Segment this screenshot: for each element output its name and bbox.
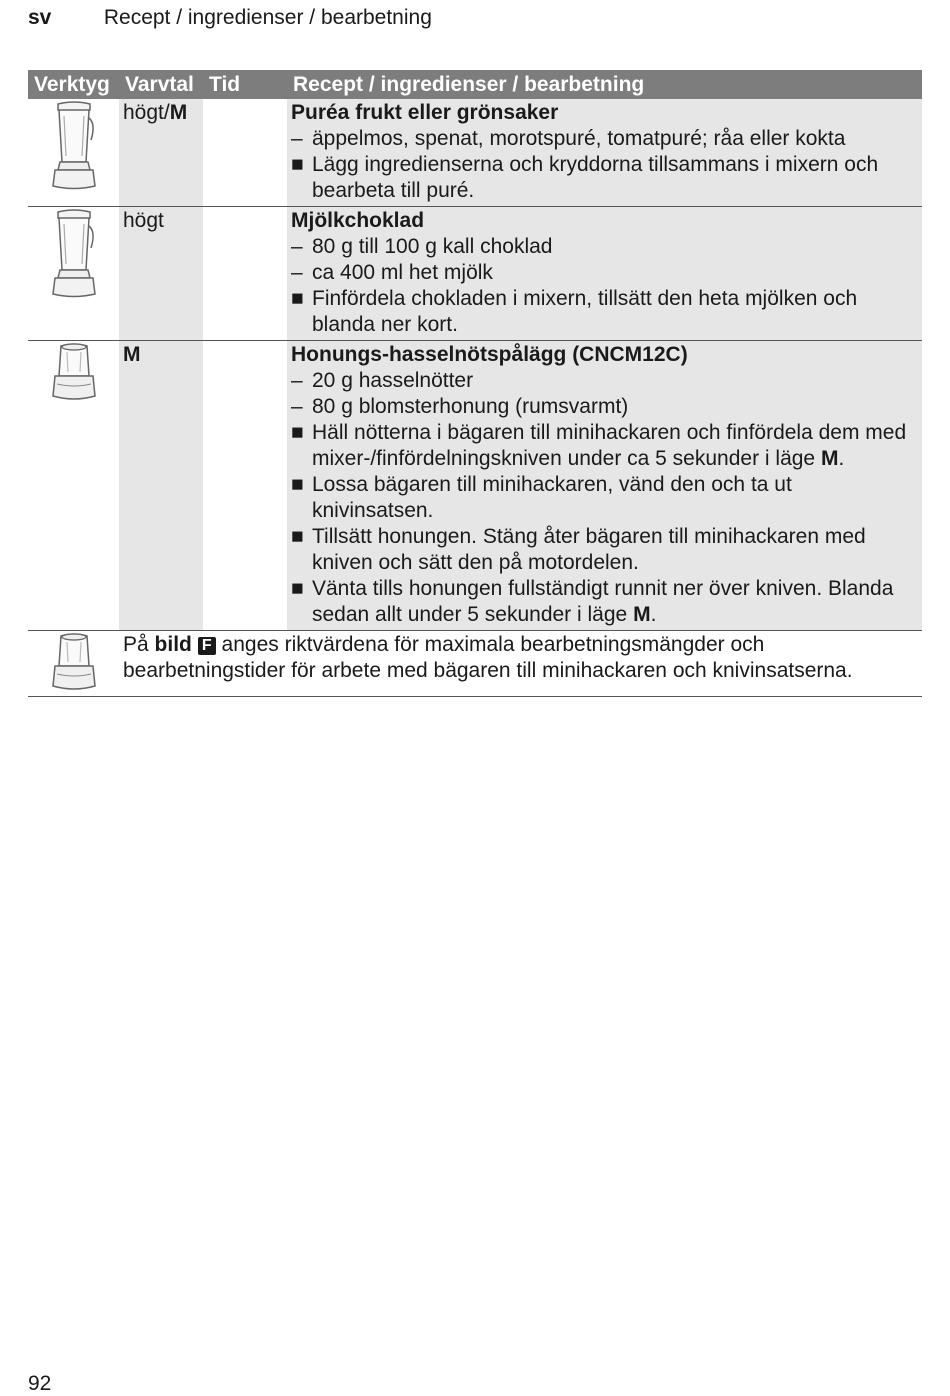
time-cell [203, 99, 287, 207]
figure-letter-badge: F [198, 637, 216, 655]
recipe-title: Puréa frukt eller grönsaker [291, 101, 559, 124]
ingredient-item [291, 126, 918, 152]
list-marker: – [291, 127, 303, 150]
instruction-step [291, 576, 918, 628]
tool-cell [28, 99, 119, 207]
list-marker: ■ [291, 577, 304, 600]
language-code: sv [28, 6, 52, 29]
speed-cell [119, 99, 203, 207]
list-text: ca 400 ml het mjölk [312, 261, 493, 284]
tool-cell [28, 341, 119, 631]
recipe-title: Honungs-hasselnötspålägg (CNCM12C) [291, 343, 688, 366]
recipe-cell [287, 99, 922, 207]
instruction-step [291, 152, 918, 204]
ingredient-item [291, 260, 918, 286]
instruction-step [291, 472, 918, 524]
recipe-cell [287, 207, 922, 341]
mode-label: M [633, 603, 651, 626]
list-marker: ■ [291, 421, 304, 444]
mode-label: M [820, 447, 839, 470]
mini-chopper-icon [32, 342, 115, 404]
recipe-table [28, 70, 922, 697]
ingredient-item [291, 394, 918, 420]
ingredient-item [291, 234, 918, 260]
speed-cell [119, 341, 203, 631]
speed-cell [119, 207, 203, 341]
list-text: Vänta tills honungen fullständigt runnit ner över kniven. Blanda sedan allt under 5 sekunder i läge M. [312, 577, 894, 626]
list-marker: – [291, 261, 303, 284]
list-text: Tillsätt honungen. Stäng åter bägaren till minihackaren med kniven och sätt den på motordelen. [312, 525, 866, 574]
blender-jug-icon [32, 100, 115, 192]
recipe-cell [287, 341, 922, 631]
tool-cell [28, 207, 119, 341]
speed-text: högt [123, 209, 164, 232]
note-row [28, 631, 922, 697]
section-title: Recept / ingredienser / bearbetning [103, 6, 432, 29]
list-marker: ■ [291, 287, 304, 310]
speed-mode: M [169, 101, 188, 124]
list-text: äppelmos, spenat, morotspuré, tomatpuré; råa eller kokta [312, 127, 846, 150]
speed-text: högt/ [123, 101, 170, 124]
list-text: Finfördela chokladen i mixern, tillsätt den heta mjölken och blanda ner kort. [312, 287, 858, 336]
ingredient-item [291, 368, 918, 394]
list-marker: – [291, 235, 303, 258]
time-cell [203, 341, 287, 631]
list-marker: ■ [291, 525, 304, 548]
recipe-row [28, 207, 922, 341]
table-header-row [28, 70, 922, 99]
page-number: 92 [28, 1372, 52, 1395]
speed-mode: M [123, 343, 141, 366]
recipe-row [28, 99, 922, 207]
column-header-speed: Varvtal [119, 70, 203, 99]
list-text: 80 g till 100 g kall choklad [312, 235, 553, 258]
note-tool-cell [28, 631, 119, 697]
list-text: 20 g hasselnötter [312, 369, 474, 392]
column-header-time: Tid [203, 70, 287, 99]
instruction-step [291, 286, 918, 338]
recipe-row [28, 341, 922, 631]
blender-jug-icon [32, 208, 115, 300]
list-text: 80 g blomsterhonung (rumsvarmt) [312, 395, 629, 418]
note-text: På bild F anges riktvärdena för maximala bearbetningsmängder och bearbetningstider för arbete med bägaren till minihackaren och knivinsatserna. [119, 631, 922, 697]
recipe-title: Mjölkchoklad [291, 209, 425, 232]
instruction-step [291, 524, 918, 576]
list-text: Lägg ingredienserna och kryddorna tillsammans i mixern och bearbeta till puré. [312, 153, 879, 202]
bild-word: bild [154, 633, 192, 656]
list-text: Häll nötterna i bägaren till minihackaren och finfördela dem med mixer-/finfördelningskniven under ca 5 sekunder i läge M. [312, 421, 907, 470]
instruction-step [291, 420, 918, 472]
list-text: Lossa bägaren till minihackaren, vänd den och ta ut knivinsatsen. [312, 473, 792, 522]
mini-chopper-icon [32, 632, 115, 694]
list-marker: – [291, 369, 303, 392]
column-header-recipe: Recept / ingredienser / bearbetning [287, 70, 922, 99]
list-marker: ■ [291, 153, 304, 176]
list-marker: – [291, 395, 303, 418]
time-cell [203, 207, 287, 341]
page-header [28, 6, 432, 30]
list-marker: ■ [291, 473, 304, 496]
column-header-tool: Verktyg [28, 70, 119, 99]
